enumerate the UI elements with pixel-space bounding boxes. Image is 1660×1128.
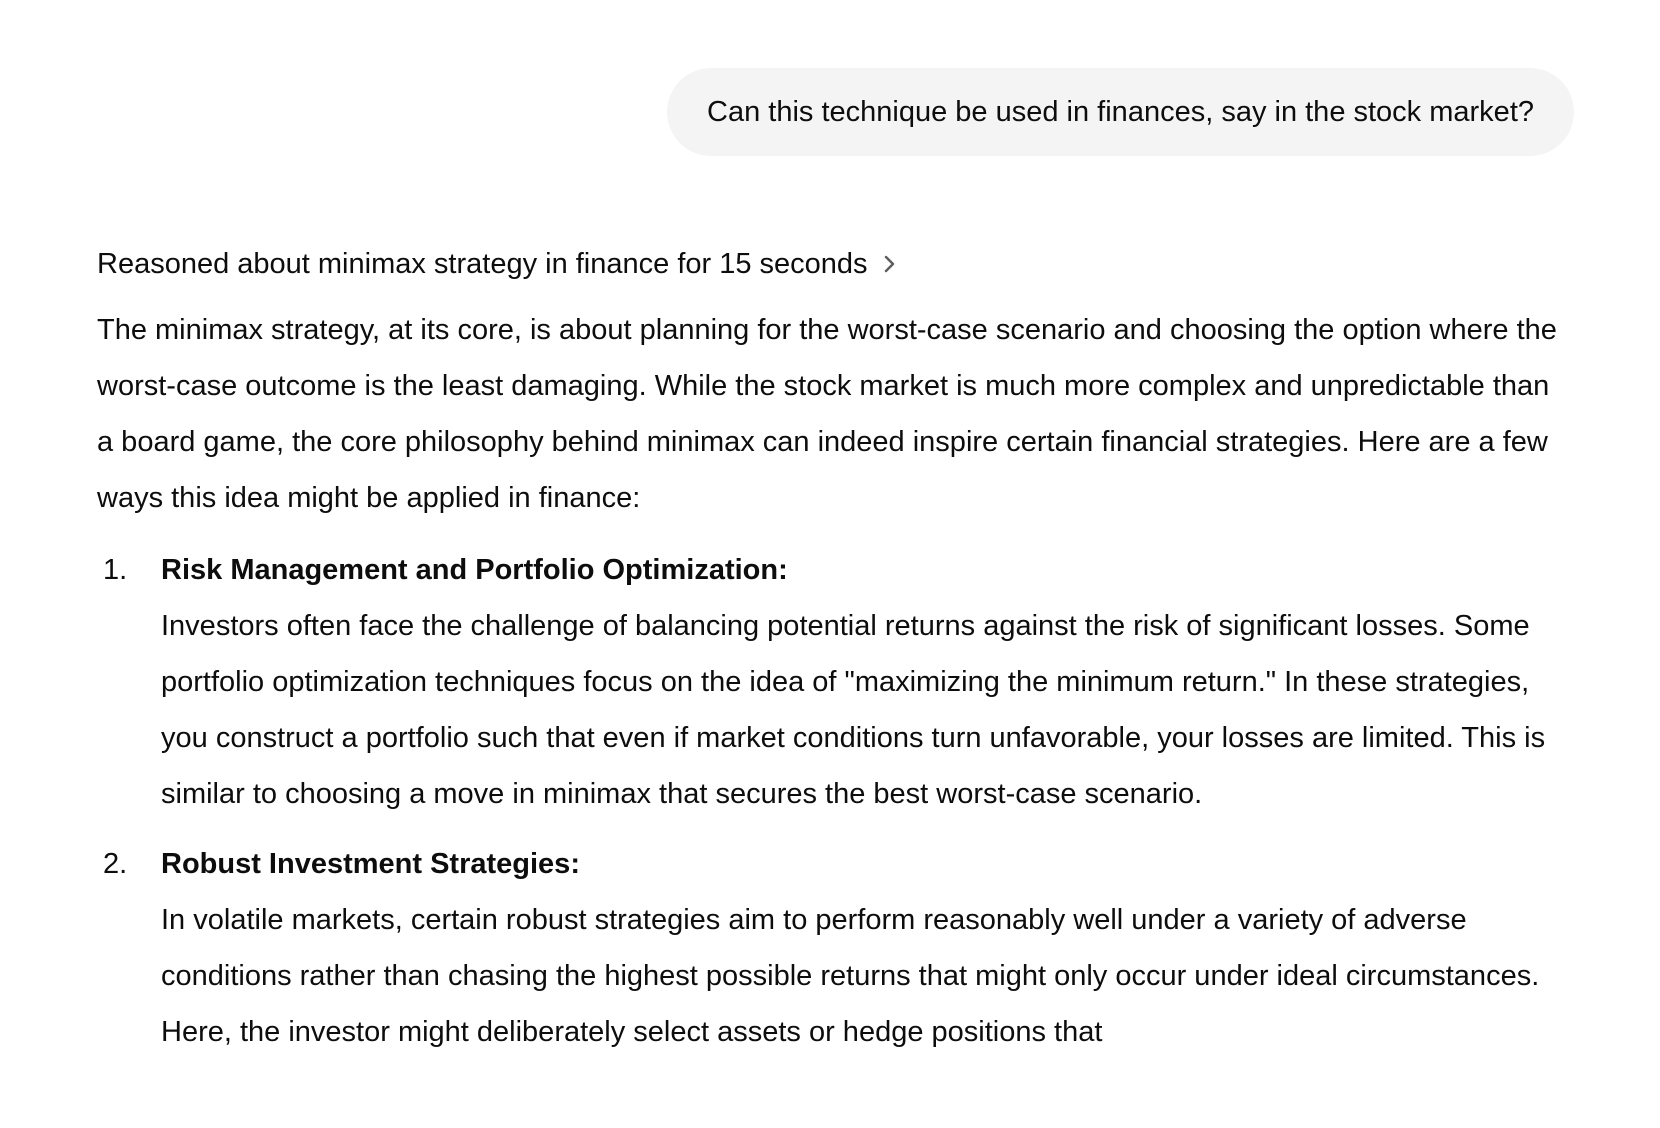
user-message-row xyxy=(667,68,1574,156)
reasoning-toggle[interactable] xyxy=(97,240,900,288)
numbered-list xyxy=(97,542,1577,1060)
list-item-number: 2. xyxy=(103,848,128,880)
list-item-body: In volatile markets, certain robust strategies aim to perform reasonably well under a variety of adverse conditions rather than chasing the highest possible returns that might only occur under ideal circumstances. Here, the investor might deliberately select assets or hedge positions that xyxy=(161,904,1540,1048)
user-message-bubble xyxy=(667,68,1574,156)
list-item-body: Investors often face the challenge of balancing potential returns against the risk of significant losses. Some portfolio optimization techniques focus on the idea of "maximizing the minimum return." In these strategies, you construct a portfolio such that even if market conditions turn unfavorable, your losses are limited. This is similar to choosing a move in minimax that secures the best worst-case scenario. xyxy=(161,610,1546,810)
chevron-right-icon xyxy=(880,250,900,278)
reasoning-label: Reasoned about minimax strategy in finance for 15 seconds xyxy=(97,247,868,280)
list-item-heading: Risk Management and Portfolio Optimization: xyxy=(161,554,788,586)
list-item xyxy=(97,542,1577,822)
assistant-message xyxy=(97,240,1577,1074)
list-item-number: 1. xyxy=(103,554,128,586)
list-item xyxy=(97,836,1577,1060)
intro-paragraph: The minimax strategy, at its core, is about planning for the worst-case scenario and choosing the option where the worst-case outcome is the least damaging. While the stock market is much more complex and unpredictable than a board game, the core philosophy behind minimax can indeed inspire certain financial strategies. Here are a few ways this idea might be applied in finance: xyxy=(97,314,1557,514)
user-message-text: Can this technique be used in finances, say in the stock market? xyxy=(707,95,1534,128)
list-item-heading: Robust Investment Strategies: xyxy=(161,848,580,880)
